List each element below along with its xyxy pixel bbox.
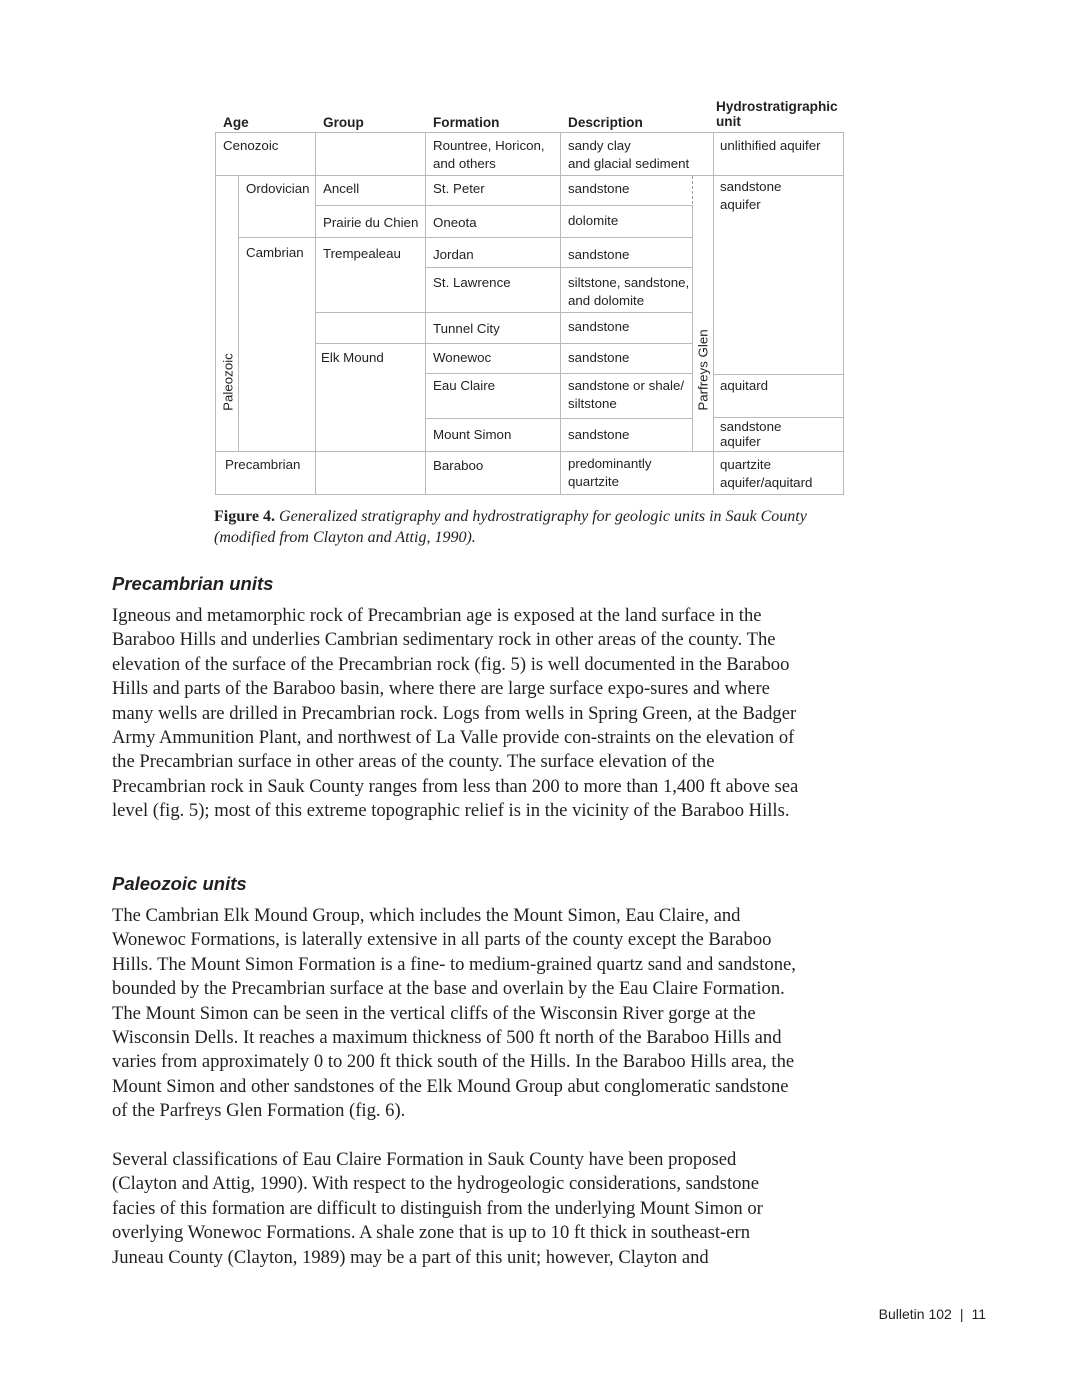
desc-jordan: sandstone	[568, 247, 630, 262]
hydro-sandstone-aquifer-line2: aquifer	[720, 197, 761, 212]
rule	[713, 132, 714, 495]
header-age: Age	[223, 115, 249, 130]
desc-oneota: dolomite	[568, 213, 619, 228]
rule	[560, 132, 561, 495]
desc-mount-simon: sandstone	[568, 427, 630, 442]
paragraph-precambrian: Igneous and metamorphic rock of Precambrian age is exposed at the land surface in the Baraboo Hills and underlies Cambrian sedimentary rock in other areas of the county. The elevation of the surface of the Precambrian rock (fig. 5) is well documented in the Baraboo Hills and parts of the Baraboo basin, where there are large surface expo-sures and where many wells are drilled in Precambrian rock. Logs from wells in Spring Green, at the Badger Army Ammunition Plant, and northwest of La Valle provide con-straints on the elevation of the Precambrian surface in other areas of the county. The surface elevation of the Precambrian rock in Sauk County ranges from less than 200 to more than 1,400 ft above sea level (fig. 5); most of this extreme topographic relief is in the vicinity of the Baraboo Hills.	[112, 605, 799, 822]
formation-st-peter: St. Peter	[433, 181, 485, 196]
formation-baraboo: Baraboo	[433, 458, 484, 473]
rule	[238, 237, 693, 238]
hydro-sandstone-aquifer-line1: sandstone	[720, 179, 782, 194]
formation-st-lawrence: St. Lawrence	[433, 275, 511, 290]
rule	[425, 132, 426, 495]
figure-caption-text: Generalized stratigraphy and hydrostratigraphy for geologic units in Sauk County (modified from Clayton and Attig, 1990).	[214, 508, 807, 546]
formation-rountree-line2: and others	[433, 156, 496, 171]
rule	[315, 132, 316, 495]
header-group: Group	[323, 115, 364, 130]
header-hydro-line2: unit	[716, 114, 741, 129]
desc-wonewoc: sandstone	[568, 350, 630, 365]
period-ordovician: Ordovician	[246, 181, 310, 196]
formation-wonewoc: Wonewoc	[433, 350, 492, 365]
desc-eau-claire-line2: siltstone	[568, 396, 617, 411]
group-prairie-du-chien: Prairie du Chien	[323, 215, 419, 230]
era-precambrian: Precambrian	[225, 457, 301, 472]
rule	[315, 205, 693, 206]
desc-baraboo-line1: predominantly	[568, 456, 652, 471]
rule	[315, 343, 693, 344]
rule	[425, 373, 693, 374]
rule	[215, 451, 844, 452]
rule	[692, 176, 693, 204]
footer-separator: |	[959, 1306, 964, 1322]
header-description: Description	[568, 115, 643, 130]
formation-tunnel-city: Tunnel City	[433, 321, 500, 336]
desc-st-lawrence-line2: and dolomite	[568, 293, 645, 308]
header-hydro-line1: Hydrostratigraphic	[716, 99, 838, 114]
formation-parfreys-glen: Parfreys Glen	[695, 329, 711, 411]
hydro-sandstone-aquifer2-line2: aquifer	[720, 434, 761, 449]
desc-baraboo-line2: quartzite	[568, 474, 619, 489]
formation-rountree-line1: Rountree, Horicon,	[433, 138, 545, 153]
rule	[425, 267, 693, 268]
desc-st-peter: sandstone	[568, 181, 630, 196]
rule	[215, 132, 844, 133]
publication-name: Bulletin 102	[878, 1306, 952, 1322]
paragraph-paleozoic-1: The Cambrian Elk Mound Group, which includes the Mount Simon, Eau Claire, and Wonewoc Formations, is laterally extensive in all parts of the county except the Baraboo Hills. The Mount Simon Formation is a fine- to medium-grained quartz sand and sandstone, bounded by the Precambrian surface at the base and overlain by the Eau Claire Formation. The Mount Simon can be seen in the vertical cliffs of the Wisconsin River gorge at the Wisconsin Dells. It reaches a maximum thickness of 500 ft north of the Baraboo Hills and varies from approximately 0 to 200 ft thick south of the Hills. In the Baraboo Hills area, the Mount Simon and other sandstones of the Elk Mound Group abut conglomeratic sandstone of the Parfreys Glen Formation (fig. 6).	[112, 905, 796, 1122]
formation-jordan: Jordan	[433, 247, 474, 262]
desc-cenozoic-line1: sandy clay	[568, 138, 631, 153]
rule	[238, 175, 239, 452]
rule	[215, 494, 844, 495]
formation-eau-claire: Eau Claire	[433, 378, 496, 393]
formation-oneota: Oneota	[433, 215, 477, 230]
rule	[692, 205, 693, 452]
hydro-quartzite-line2: aquifer/aquitard	[720, 475, 813, 490]
header-formation: Formation	[433, 115, 500, 130]
figure-caption	[214, 506, 854, 548]
hydro-quartzite-line1: quartzite	[720, 457, 771, 472]
rule	[425, 418, 693, 419]
group-trempealeau: Trempealeau	[323, 246, 401, 261]
desc-cenozoic-line2: and glacial sediment	[568, 156, 690, 171]
rule	[215, 132, 216, 495]
group-ancell: Ancell	[323, 181, 360, 196]
section-heading-precambrian: Precambrian units	[112, 573, 274, 594]
period-cambrian: Cambrian	[246, 245, 304, 260]
rule	[843, 132, 844, 495]
desc-st-lawrence-line1: siltstone, sandstone,	[568, 275, 690, 290]
era-cenozoic: Cenozoic	[223, 138, 279, 153]
paragraph-paleozoic-2: Several classifications of Eau Claire Formation in Sauk County have been proposed (Clayton and Attig, 1990). With respect to the hydrogeologic considerations, sandstone facies of this formation are difficult to distinguish from the underlying Mount Simon or overlying Wonewoc Formations. A shale zone that is up to 10 ft thick in southeast-ern Juneau County (Clayton, 1989) may be a part of this unit; however, Clayton and	[112, 1149, 763, 1268]
page-number: 11	[971, 1306, 986, 1322]
stratigraphy-figure	[0, 0, 1066, 520]
rule	[215, 175, 844, 176]
hydro-unlithified: unlithified aquifer	[720, 138, 821, 153]
era-paleozoic: Paleozoic	[220, 353, 236, 411]
hydro-aquitard: aquitard	[720, 378, 769, 393]
formation-mount-simon: Mount Simon	[433, 427, 512, 442]
group-elk-mound: Elk Mound	[321, 350, 384, 365]
page-footer	[879, 1306, 986, 1322]
desc-eau-claire-line1: sandstone or shale/	[568, 378, 685, 393]
figure-caption-label: Figure 4.	[214, 508, 276, 525]
section-heading-paleozoic: Paleozoic units	[112, 873, 247, 894]
rule	[315, 312, 693, 313]
hydro-sandstone-aquifer2-line1: sandstone	[720, 419, 782, 434]
desc-tunnel-city: sandstone	[568, 319, 630, 334]
rule	[713, 374, 844, 375]
